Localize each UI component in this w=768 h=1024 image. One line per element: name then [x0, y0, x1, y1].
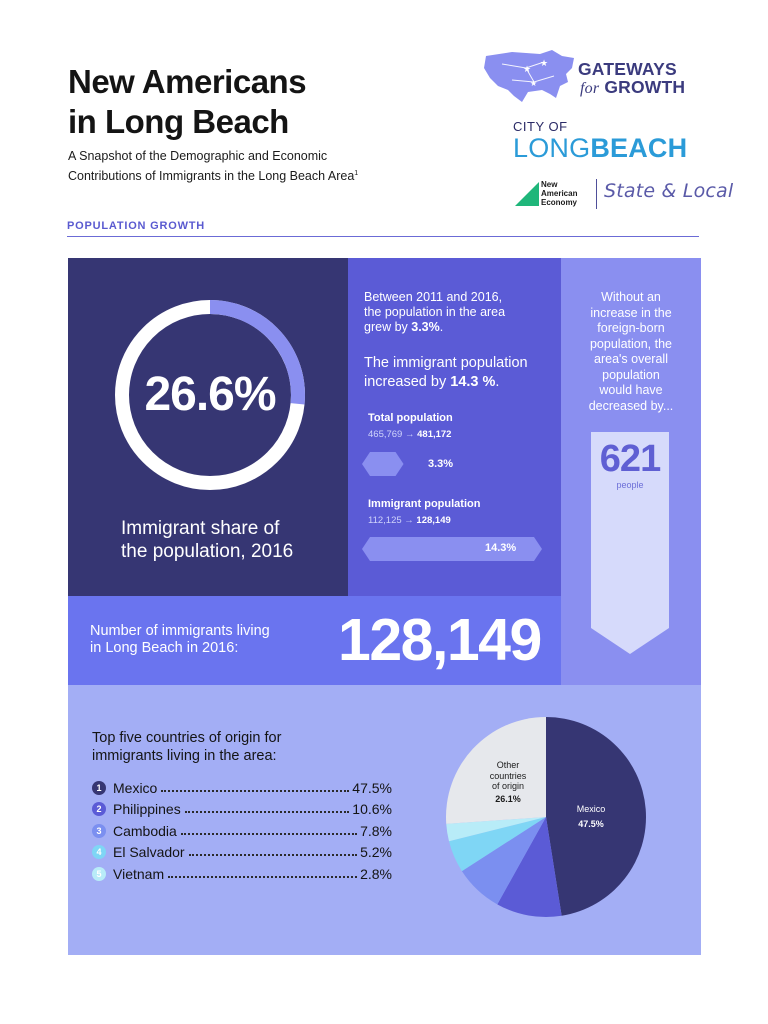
- imm-from: 112,125: [368, 515, 402, 526]
- other-label-line-2: countries: [489, 770, 527, 781]
- rank-badge: 3: [92, 824, 106, 838]
- nae-wordmark: [541, 180, 577, 207]
- gateways-growth: GROWTH: [604, 77, 686, 97]
- total-arrow: →: [404, 429, 415, 440]
- rank-badge: 4: [92, 845, 106, 859]
- mexico-label: Mexico: [576, 804, 606, 814]
- growth-intro: [364, 290, 549, 335]
- decrease-line-1: Without an: [601, 290, 661, 304]
- decrease-line-5: area's overall: [594, 352, 668, 366]
- country-name: Mexico: [113, 779, 158, 796]
- list-item: [92, 820, 392, 842]
- svg-text:★: ★: [523, 65, 532, 75]
- imm-arrow: →: [404, 515, 414, 526]
- list-item: [92, 777, 392, 799]
- list-item: [92, 842, 392, 864]
- country-pct: 10.6%: [352, 801, 392, 818]
- decrease-line-6: population: [602, 367, 660, 382]
- origins-title-line-1: Top five countries of origin for: [92, 730, 282, 746]
- logo-divider: [596, 179, 597, 209]
- intro-pre: grew by: [364, 320, 412, 334]
- leader-dots: [181, 823, 357, 835]
- beach-text: BEACH: [590, 133, 688, 163]
- leader-dots: [185, 801, 350, 813]
- decrease-explanation: [576, 290, 686, 414]
- leader-dots: [168, 866, 357, 878]
- count-label-line-1: Number of immigrants living: [90, 623, 270, 639]
- immigrant-share-label: [121, 517, 331, 563]
- country-name: Vietnam: [113, 865, 165, 882]
- immigrant-count-value: 128,149: [338, 607, 541, 673]
- imm-to: 128,149: [416, 515, 451, 526]
- list-item: [92, 799, 392, 821]
- total-population-bar: [362, 450, 426, 478]
- country-pct: 2.8%: [360, 865, 392, 882]
- origins-title-line-2: immigrants living in the area:: [92, 748, 277, 764]
- rank-badge: 2: [92, 802, 106, 816]
- immigrant-share-value: 26.6%: [144, 368, 276, 421]
- origins-pie-chart: [445, 716, 647, 918]
- leader-dots: [161, 780, 349, 792]
- share-label-line-1: Immigrant share of: [121, 518, 280, 539]
- gateways-for: for: [580, 80, 600, 97]
- decrease-line-2: increase in the: [590, 305, 672, 320]
- title-line-1: New Americans: [68, 63, 307, 100]
- other-pct: 26.1%: [495, 793, 521, 804]
- mexico-pct: 47.5%: [578, 818, 604, 829]
- country-pct: 5.2%: [360, 844, 392, 861]
- share-label-line-2: the population, 2016: [121, 541, 294, 562]
- decrease-value: 621: [599, 438, 661, 480]
- svg-text:★: ★: [530, 79, 538, 88]
- total-population-bar-shape: [362, 452, 404, 476]
- decrease-unit: people: [616, 480, 644, 490]
- decrease-line-7: would have: [599, 383, 663, 397]
- new-american-economy-logo: [515, 178, 734, 212]
- city-of-text: CITY OF: [513, 119, 568, 134]
- immigrant-growth-statement: [364, 354, 554, 392]
- immigrant-count-label: [90, 623, 310, 657]
- total-to: 481,172: [417, 429, 452, 440]
- country-pct: 47.5%: [352, 779, 392, 796]
- gateways-for-growth-logo: [482, 46, 704, 108]
- city-of-long-beach-logo: [513, 120, 713, 170]
- nae-line-3: Economy: [541, 198, 578, 207]
- country-pct: 7.8%: [360, 822, 392, 839]
- decrease-line-8: decreased by...: [588, 398, 674, 413]
- section-label: POPULATION GROWTH: [67, 220, 206, 232]
- pie-label-mexico: [566, 804, 616, 829]
- country-name: Cambodia: [113, 822, 177, 839]
- intro-line-2: the population in the area: [364, 305, 506, 319]
- nae-line-1: New: [541, 180, 558, 189]
- count-label-line-2: in Long Beach in 2016:: [90, 640, 239, 656]
- intro-growth-pct: 3.3%: [411, 320, 440, 334]
- gateways-line-1: GATEWAYS: [578, 59, 677, 79]
- subtitle-line-1: A Snapshot of the Demographic and Economic: [68, 149, 328, 163]
- list-item: [92, 863, 392, 885]
- subtitle-line-2-text: Contributions of Immigrants in the Long Beach Area: [68, 169, 355, 184]
- page-subtitle: [68, 148, 408, 185]
- country-name: Philippines: [113, 801, 181, 818]
- other-label-line-1: Other: [496, 760, 520, 770]
- imm-pre: increased by: [364, 374, 451, 390]
- state-local-text: State & Local: [604, 180, 734, 202]
- nae-line-2: American: [541, 189, 578, 198]
- total-population-label: Total population: [368, 412, 453, 424]
- country-name: El Salvador: [113, 844, 185, 861]
- decrease-line-3: foreign-born: [597, 321, 665, 335]
- footnote-marker: 1: [354, 170, 359, 177]
- page-title: [68, 62, 388, 142]
- origins-title: [92, 729, 332, 765]
- decrease-line-4: population, the: [589, 336, 672, 351]
- origins-list: [92, 777, 392, 885]
- rank-badge: 5: [92, 867, 106, 881]
- long-text: LONG: [513, 133, 591, 163]
- intro-line-3: [364, 320, 549, 335]
- immigrant-population-label: Immigrant population: [368, 498, 481, 510]
- imm-post: .: [495, 374, 500, 390]
- immigrant-population-range: [368, 515, 451, 526]
- us-map-icon: [482, 46, 578, 106]
- long-beach-wordmark: [513, 134, 713, 162]
- pie-label-other: [478, 760, 538, 804]
- imm-line-1: The immigrant population: [364, 355, 528, 371]
- subtitle-line-2: [68, 165, 408, 185]
- immigrant-population-bar: [362, 535, 544, 563]
- rank-badge: 1: [92, 781, 106, 795]
- intro-post: .: [439, 320, 444, 334]
- svg-text:★: ★: [540, 59, 549, 69]
- leader-dots: [189, 844, 357, 856]
- total-from: 465,769: [368, 429, 403, 440]
- immigrant-population-pct: 14.3%: [485, 542, 517, 554]
- gateways-line-2: [578, 78, 685, 98]
- title-line-2: in Long Beach: [68, 103, 289, 140]
- imm-growth-pct: 14.3 %: [450, 374, 496, 390]
- imm-line-2: [364, 373, 554, 392]
- gateways-wordmark: [578, 60, 685, 98]
- total-population-range: [368, 429, 451, 440]
- other-label-line-3: of origin: [491, 781, 525, 791]
- triangle-icon: [515, 178, 539, 208]
- section-divider: [67, 236, 699, 237]
- total-population-pct: 3.3%: [428, 458, 454, 470]
- intro-line-1: Between 2011 and 2016,: [364, 290, 503, 304]
